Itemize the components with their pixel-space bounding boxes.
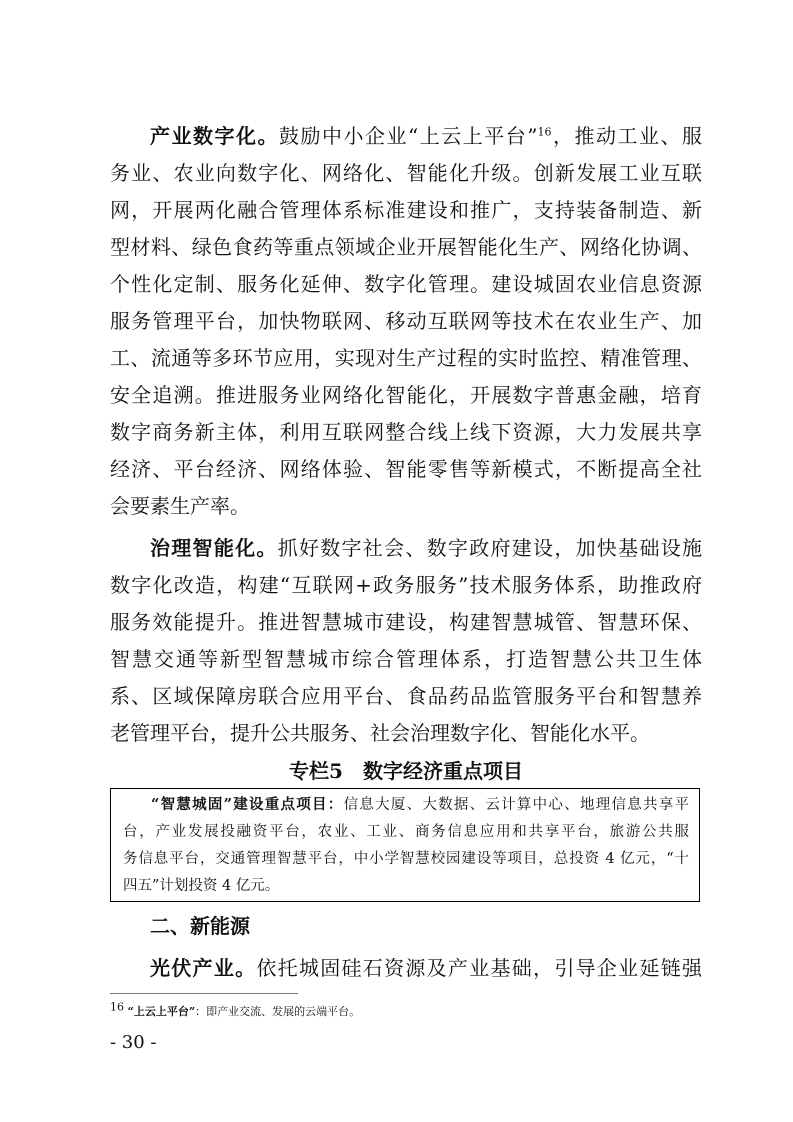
footnote-number: 16 [110, 1000, 124, 1014]
para3-heading: 光伏产业。 [150, 956, 257, 980]
box-line1-text: 信息大厦、大数据、云计算中心、地理信息共享平 [343, 797, 690, 813]
para1-line-11: 会要素生产率。 [110, 494, 250, 518]
footnote-text: ：即产业交流、发展的云端平台。 [195, 1005, 361, 1018]
para1-heading: 产业数字化。 [150, 124, 280, 148]
para2-line-3: 服务效能提升。推进智慧城市建设，构建智慧城管、智慧环保、 [110, 610, 702, 634]
box-heading: “智慧城固”建设重点项目： [151, 796, 344, 813]
para3-line1-text: 依托城固硅石资源及产业基础，引导企业延链强 [256, 956, 703, 980]
para1-line-5: 个性化定制、服务化延伸、数字化管理。建设城固农业信息资源 [110, 272, 702, 296]
para1-line-10: 经济、平台经济、网络体验、智能零售等新模式，不断提高全社 [110, 457, 702, 481]
para2-line-6: 老管理平台，提升公共服务、社会治理数字化、智能化水平。 [110, 721, 650, 745]
footnote-term: “上云上平台” [127, 1005, 196, 1018]
box-line-2: 台，产业发展投融资平台，农业、工业、商务信息应用和共享平台，旅游公共服 [123, 824, 689, 840]
para2-line-4: 智慧交通等新型智慧城市综合管理体系，打造智慧公共卫生体 [110, 647, 702, 671]
para1-line-8: 安全追溯。推进服务业网络化智能化，开展数字普惠金融，培育 [110, 383, 702, 407]
para2-line1-text: 抓好数字社会、数字政府建设，加快基础设施 [277, 536, 703, 560]
box-line-1 [151, 795, 689, 815]
para1-line1-text: 鼓励中小企业“上云上平台” [279, 124, 538, 148]
para1-line-1 [150, 123, 702, 149]
footnote-reference[interactable]: 16 [537, 125, 552, 139]
para1-line-2: 务业、农业向数字化、网络化、智能化升级。创新发展工业互联 [110, 161, 702, 185]
box-title: 专栏5 数字经济重点项目 [289, 759, 523, 783]
para2-line-1 [150, 535, 702, 561]
footnote-divider [110, 993, 298, 994]
para1-line-6: 服务管理平台，加快物联网、移动互联网等技术在农业生产、加 [110, 309, 702, 333]
footnote [110, 1000, 361, 1020]
page-number: - 30 - [110, 1032, 157, 1053]
para1-line-7: 工、流通等多环节应用，实现对生产过程的实时监控、精准管理、 [110, 346, 702, 370]
section-title: 二、新能源 [150, 914, 250, 938]
para2-heading: 治理智能化。 [150, 536, 278, 560]
feature-box [110, 788, 700, 902]
para3-line-1 [150, 955, 702, 981]
para1-line-3: 网，开展两化融合管理体系标准建设和推广，支持装备制造、新 [110, 198, 702, 222]
para1-line-4: 型材料、绿色食药等重点领域企业开展智能化生产、网络化协调、 [110, 235, 702, 259]
para1-line-9: 数字商务新主体，利用互联网整合线上线下资源，大力发展共享 [110, 420, 702, 444]
para2-line-2: 数字化改造，构建“互联网+政务服务”技术服务体系，助推政府 [110, 573, 702, 597]
box-line-4: 四五”计划投资 4 亿元。 [123, 878, 280, 894]
box-line-3: 务信息平台，交通管理智慧平台，中小学智慧校园建设等项目，总投资 4 亿元，“十 [123, 851, 689, 867]
para2-line-5: 系、区域保障房联合应用平台、食品药品监管服务平台和智慧养 [110, 684, 702, 708]
para1-line1-tail: ，推动工业、服 [551, 124, 703, 148]
